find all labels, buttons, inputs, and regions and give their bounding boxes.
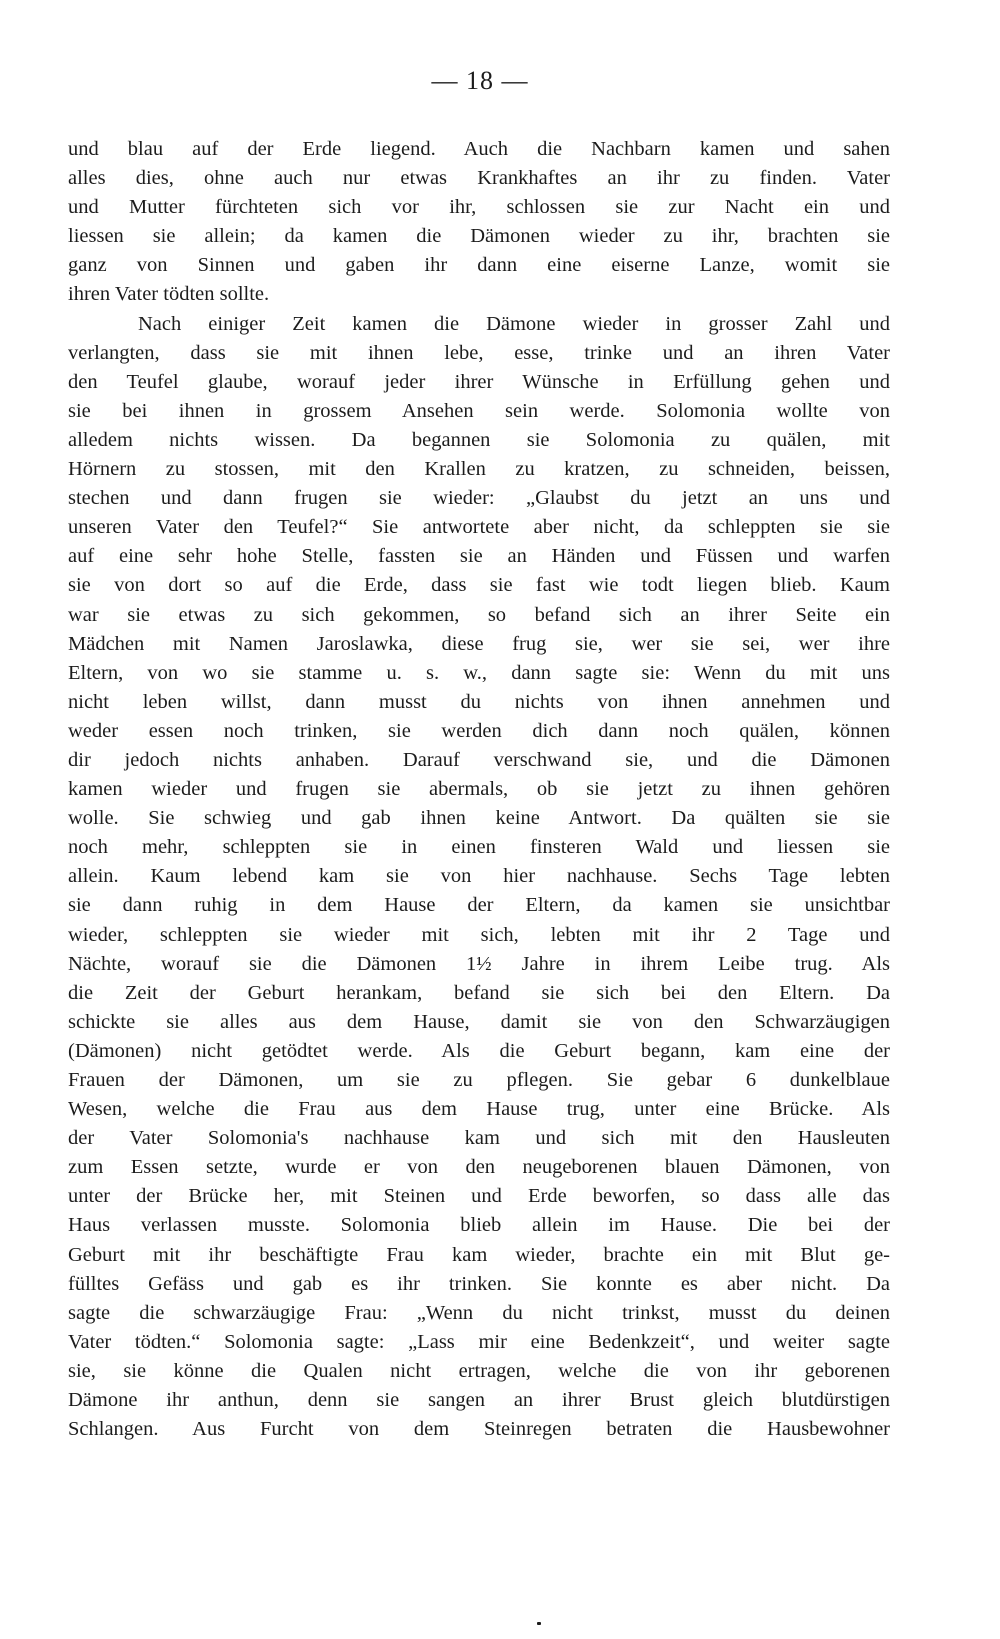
text-line: Dämone ihr anthun, denn sie sangen an ihrer Brust gleich blutdürstigen [68, 1389, 890, 1412]
text-line: alles dies, ohne auch nur etwas Krankhaftes an ihr zu finden. Vater [68, 167, 890, 190]
ink-speck [537, 1622, 541, 1625]
text-line: sagte die schwarzäugige Frau: „Wenn du nicht trinkst, musst du deinen [68, 1301, 890, 1324]
text-line: kamen wieder und frugen sie abermals, ob sie jetzt zu ihnen gehören [68, 778, 890, 801]
text-line: stechen und dann frugen sie wieder: „Glaubst du jetzt an uns und [68, 487, 890, 510]
text-line: Vater tödten.“ Solomonia sagte: „Lass mir eine Bedenkzeit“, und weiter sagte [68, 1330, 890, 1353]
text-line: Nächte, worauf sie die Dämonen 1½ Jahre in ihrem Leibe trug. Als [68, 952, 890, 975]
text-line: und Mutter fürchteten sich vor ihr, schlossen sie zur Nacht ein und [68, 196, 890, 219]
text-line: verlangten, dass sie mit ihnen lebe, esse, trinke und an ihren Vater [68, 341, 890, 364]
text-line: Eltern, von wo sie stamme u. s. w., dann sagte sie: Wenn du mit uns [68, 661, 890, 684]
text-line: schickte sie alles aus dem Hause, damit sie von den Schwarzäugigen [68, 1010, 890, 1033]
text-line: Frauen der Dämonen, um sie zu pflegen. Sie gebar 6 dunkelblaue [68, 1069, 890, 1091]
text-line: liessen sie allein; da kamen die Dämonen wieder zu ihr, brachten sie [68, 225, 890, 248]
text-line: sie, sie könne die Qualen nicht ertragen, welche die von ihr geborenen [68, 1359, 890, 1382]
text-line: der Vater Solomonia's nachhause kam und sich mit den Hausleuten [68, 1127, 890, 1150]
text-line: war sie etwas zu sich gekommen, so befand sich an ihrer Seite ein [68, 603, 890, 626]
text-line: wolle. Sie schwieg und gab ihnen keine Antwort. Da quälten sie sie [68, 807, 890, 830]
paragraph-end-line: ihren Vater tödten sollte. [68, 283, 270, 306]
text-line: Schlangen. Aus Furcht von dem Steinregen betraten die Hausbewohner [68, 1418, 890, 1441]
text-line: weder essen noch trinken, sie werden dich dann noch quälen, können [68, 719, 890, 742]
text-line: alledem nichts wissen. Da begannen sie Solomonia zu quälen, mit [68, 428, 890, 451]
text-line: die Zeit der Geburt herankam, befand sie sich bei den Eltern. Da [68, 981, 890, 1004]
text-line: den Teufel glaube, worauf jeder ihrer Wünsche in Erfüllung gehen und [68, 370, 890, 393]
text-line: unseren Vater den Teufel?“ Sie antwortete aber nicht, da schleppten sie sie [68, 516, 890, 539]
paragraph-start-line: Nach einiger Zeit kamen die Dämone wieder in grosser Zahl und [138, 312, 890, 335]
text-line: zum Essen setzte, wurde er von den neugeborenen blauen Dämonen, von [68, 1156, 890, 1179]
text-line: sie dann ruhig in dem Hause der Eltern, da kamen sie unsichtbar [68, 894, 890, 917]
body-text [68, 135, 890, 1444]
text-line: unter der Brücke her, mit Steinen und Erde beworfen, so dass alle das [68, 1185, 890, 1208]
text-line: nicht leben willst, dann musst du nichts von ihnen annehmen und [68, 690, 890, 713]
text-line: Hörnern zu stossen, mit den Krallen zu kratzen, zu schneiden, beissen, [68, 458, 890, 481]
text-line: (Dämonen) nicht getödtet werde. Als die Geburt begann, kam eine der [68, 1039, 890, 1062]
text-line: Haus verlassen musste. Solomonia blieb allein im Hause. Die bei der [68, 1214, 890, 1237]
text-line: wieder, schleppten sie wieder mit sich, lebten mit ihr 2 Tage und [68, 923, 890, 946]
text-line: fülltes Gefäss und gab es ihr trinken. Sie konnte es aber nicht. Da [68, 1272, 890, 1295]
text-line: ganz von Sinnen und gaben ihr dann eine eiserne Lanze, womit sie [68, 254, 890, 277]
text-line: noch mehr, schleppten sie in einen finsteren Wald und liessen sie [68, 836, 890, 859]
text-line: Wesen, welche die Frau aus dem Hause trug, unter eine Brücke. Als [68, 1098, 890, 1121]
text-line: und blau auf der Erde liegend. Auch die Nachbarn kamen und sahen [68, 138, 890, 160]
page-number: — 18 — [431, 66, 529, 95]
text-line: sie bei ihnen in grossem Ansehen sein werde. Solomonia wollte von [68, 399, 890, 422]
text-line: auf eine sehr hohe Stelle, fassten sie an Händen und Füssen und warfen [68, 545, 890, 568]
text-line: sie von dort so auf die Erde, dass sie fast wie todt liegen blieb. Kaum [68, 574, 890, 597]
text-line: Mädchen mit Namen Jaroslawka, diese frug sie, wer sie sei, wer ihre [68, 632, 890, 655]
text-line: dir jedoch nichts anhaben. Darauf verschwand sie, und die Dämonen [68, 748, 890, 771]
text-line: allein. Kaum lebend kam sie von hier nachhause. Sechs Tage lebten [68, 865, 890, 888]
text-line: Geburt mit ihr beschäftigte Frau kam wieder, brachte ein mit Blut ge- [68, 1243, 890, 1266]
